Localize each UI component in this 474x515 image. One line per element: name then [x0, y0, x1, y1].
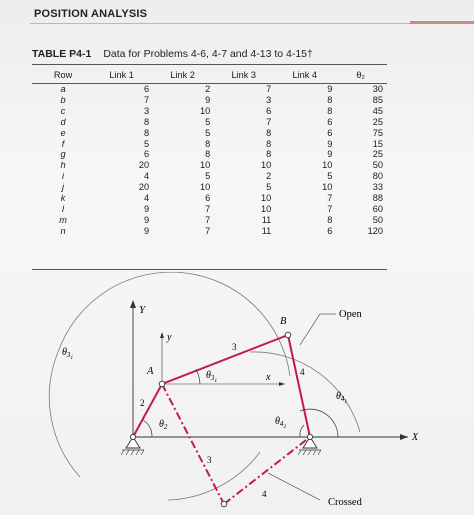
theta4-open-label: $\theta_{41}$ [336, 391, 348, 405]
theta2-cell: 60 [372, 203, 383, 214]
row-label: k [60, 193, 66, 204]
link2-cell: 7 [205, 214, 211, 225]
link3-cell: 3 [266, 94, 272, 105]
table-row [32, 117, 387, 128]
theta2-cell: 30 [372, 84, 383, 94]
row-label: e [60, 127, 66, 138]
table-row [32, 139, 387, 150]
row-label: a [60, 84, 66, 94]
link2-cell: 8 [205, 138, 211, 149]
link2-cell: 8 [205, 149, 211, 160]
link1-cell: 9 [144, 214, 150, 225]
link4-open [288, 335, 310, 437]
theta3-left-label: $\theta_{31}$ [62, 347, 74, 361]
link4-cell: 9 [327, 138, 333, 149]
row-label: h [60, 160, 66, 171]
swept-circle-arc-bottom [168, 452, 260, 500]
col-header-link2: Link 2 [170, 70, 195, 80]
col-header-link1: Link 1 [109, 70, 134, 80]
col-header-link3: Link 3 [231, 70, 256, 80]
link4-crossed-label: 4 [262, 489, 267, 499]
link1-cell: 20 [138, 182, 150, 193]
table-row [32, 149, 387, 160]
row-label: n [60, 225, 66, 236]
link1-cell: 6 [144, 149, 150, 160]
x-axis-arrow [400, 434, 408, 440]
theta2-cell: 25 [372, 116, 383, 127]
row-label: m [59, 214, 67, 225]
link4-cell: 8 [327, 105, 333, 116]
pin-b [285, 332, 291, 338]
row-label: l [62, 203, 65, 214]
theta2-arc [143, 420, 152, 437]
x-axis-label: X [412, 432, 419, 443]
table-caption-text: Data for Problems 4-6, 4-7 and 4-13 to 4-15† [103, 48, 313, 60]
table-row [32, 128, 387, 139]
link1-cell: 6 [144, 84, 150, 94]
link3-cell: 8 [266, 138, 272, 149]
theta2-cell: 50 [372, 160, 383, 171]
link-data-table [32, 66, 387, 237]
header-accent-rule [410, 21, 474, 24]
link2-cell: 6 [205, 193, 211, 204]
local-x-label: x [266, 372, 271, 383]
link3-cell: 7 [266, 116, 272, 127]
link2-cell: 7 [205, 225, 211, 236]
row-label: d [60, 116, 66, 127]
open-label: Open [339, 309, 362, 320]
fourbar-diagram [0, 272, 474, 515]
point-a-label: A [147, 366, 154, 377]
theta2-cell: 88 [372, 193, 383, 204]
link2-cell: 10 [199, 105, 211, 116]
table-body [32, 84, 387, 237]
link1-cell: 4 [144, 193, 150, 204]
link2-cell: 5 [205, 116, 211, 127]
link1-cell: 3 [144, 105, 150, 116]
link1-cell: 4 [144, 171, 150, 182]
theta2-cell: 15 [372, 138, 383, 149]
theta2-label: $\theta_2$ [159, 419, 168, 431]
open-leader [300, 314, 320, 345]
link4-cell: 8 [327, 214, 333, 225]
link3-crossed [162, 384, 224, 504]
theta4-crossed-arc [300, 425, 304, 437]
link1-cell: 5 [144, 138, 150, 149]
y-axis-label: Y [139, 304, 146, 316]
table-label: TABLE P4-1 [32, 48, 92, 60]
table-header-row [32, 66, 387, 84]
local-y-arrow [160, 332, 164, 338]
table-row [32, 182, 387, 193]
table-row [32, 84, 387, 95]
row-label: i [62, 171, 65, 182]
link3-cell: 6 [266, 105, 272, 116]
link4-cell: 9 [327, 84, 333, 94]
local-y-label: y [167, 332, 172, 343]
link2-cell: 5 [205, 171, 211, 182]
row-label: c [60, 105, 66, 116]
theta2-cell: 50 [372, 214, 383, 225]
link4-cell: 5 [327, 171, 333, 182]
table-row [32, 215, 387, 226]
link1-cell: 9 [144, 203, 150, 214]
link3-cell: 10 [261, 203, 272, 214]
table-caption [32, 48, 313, 60]
link3-crossed-label: 3 [207, 455, 212, 465]
link4-cell: 7 [327, 193, 333, 204]
y-axis-arrow [130, 300, 136, 308]
swept-circle-arc-right [250, 352, 360, 432]
link1-cell: 8 [144, 127, 150, 138]
pin-a [159, 381, 165, 387]
link3-cell: 8 [266, 127, 272, 138]
link4-cell: 6 [327, 116, 333, 127]
local-x-arrow [279, 382, 285, 386]
table-row [32, 226, 387, 237]
link3-cell: 7 [266, 84, 272, 94]
header-rule [30, 23, 410, 24]
point-b-label: B [280, 316, 287, 327]
link4-cell: 7 [327, 203, 333, 214]
table-bottom-rule [32, 269, 387, 270]
table-row [32, 204, 387, 215]
ground-pivot-o2 [121, 434, 144, 455]
theta3-mid-label: $\theta_{31}$ [206, 370, 218, 384]
col-header-row: Row [53, 70, 73, 80]
col-header-theta2: θ₂ [356, 70, 365, 80]
link4-open-label: 4 [300, 367, 305, 377]
link3-cell: 8 [266, 149, 272, 160]
link2-cell: 10 [199, 182, 211, 193]
link1-cell: 9 [144, 225, 150, 236]
link2-cell: 5 [205, 127, 211, 138]
table-row [32, 193, 387, 204]
link2-open [133, 384, 162, 437]
link2-cell: 2 [205, 84, 211, 94]
table-top-rule [32, 64, 387, 65]
theta2-cell: 75 [372, 127, 383, 138]
link3-cell: 11 [261, 214, 272, 225]
row-label: f [61, 138, 65, 149]
crossed-leader [268, 473, 320, 500]
swept-circle-arc [58, 272, 290, 376]
col-header-link4: Link 4 [292, 70, 318, 80]
link3-open-label: 3 [232, 342, 237, 352]
theta2-cell: 85 [372, 94, 383, 105]
theta4-crossed-label: $\theta_{42}$ [275, 416, 287, 430]
link4-cell: 6 [327, 127, 333, 138]
pin-b-crossed [221, 501, 227, 507]
link4-cell: 8 [327, 94, 333, 105]
link4-cell: 9 [327, 149, 333, 160]
theta2-cell: 80 [372, 171, 383, 182]
link4-cell: 6 [327, 225, 333, 236]
link4-crossed [224, 437, 310, 504]
table-row [32, 95, 387, 106]
link3-cell: 10 [261, 193, 272, 204]
link1-cell: 20 [138, 160, 150, 171]
link1-cell: 7 [144, 94, 150, 105]
theta2-cell: 25 [372, 149, 383, 160]
link4-cell: 10 [322, 182, 333, 193]
link2-cell: 10 [199, 160, 211, 171]
swept-circle-arc-left [49, 352, 80, 477]
row-label: g [60, 149, 66, 160]
link2-cell: 7 [205, 203, 211, 214]
table-row [32, 160, 387, 171]
link1-cell: 8 [144, 116, 150, 127]
link4-cell: 10 [322, 160, 333, 171]
row-label: b [60, 94, 66, 105]
link2-cell: 9 [205, 94, 211, 105]
theta2-cell: 33 [372, 182, 383, 193]
theta2-cell: 120 [367, 225, 383, 236]
section-title: POSITION ANALYSIS [34, 8, 148, 20]
link2-label: 2 [140, 398, 145, 408]
row-label: j [62, 182, 65, 193]
crossed-label: Crossed [328, 497, 362, 508]
theta2-cell: 45 [372, 105, 383, 116]
table-row [32, 106, 387, 117]
link3-cell: 11 [261, 225, 272, 236]
link3-cell: 2 [266, 171, 272, 182]
table-row [32, 171, 387, 182]
link3-cell: 10 [261, 160, 272, 171]
link3-cell: 5 [266, 182, 272, 193]
